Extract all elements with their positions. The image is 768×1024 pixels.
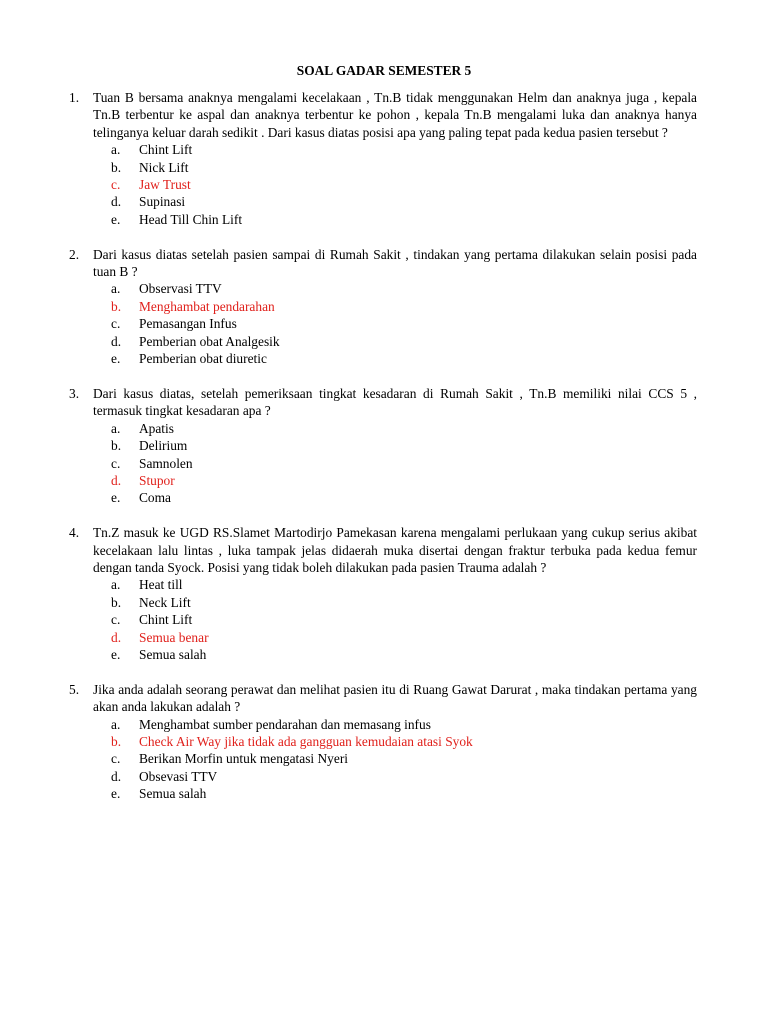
question-2	[0, 246, 697, 368]
option-c	[93, 176, 697, 193]
option-b	[93, 437, 697, 454]
option-letter: d.	[111, 333, 122, 349]
option-text: Nick Lift	[139, 159, 189, 175]
option-c	[93, 315, 697, 332]
option-list	[93, 716, 697, 803]
option-text: Stupor	[139, 472, 175, 488]
option-letter: e.	[111, 786, 121, 802]
question-4	[0, 524, 697, 663]
question-1	[0, 89, 697, 228]
option-e	[93, 350, 697, 367]
option-letter: e.	[111, 351, 121, 367]
option-text: Head Till Chin Lift	[139, 211, 243, 227]
option-text: Chint Lift	[139, 142, 193, 158]
option-b	[93, 298, 697, 315]
option-letter: d.	[111, 629, 122, 645]
option-a	[93, 716, 697, 733]
option-letter: d.	[111, 194, 122, 210]
question-text: Jika anda adalah seorang perawat dan melihat pasien itu di Ruang Gawat Darurat , maka tindakan pertama yang akan anda lakukan adalah ?	[93, 681, 697, 715]
question-number: 5.	[69, 681, 80, 697]
option-letter: c.	[111, 316, 121, 332]
option-letter: e.	[111, 211, 121, 227]
question-5	[0, 681, 697, 803]
option-a	[93, 576, 697, 593]
option-b	[93, 733, 697, 750]
question-number: 2.	[69, 246, 80, 262]
option-text: Semua salah	[139, 786, 207, 802]
option-text: Supinasi	[139, 194, 186, 210]
question-number: 3.	[69, 385, 80, 401]
question-list	[0, 89, 768, 820]
option-text: Delirium	[139, 438, 188, 454]
option-letter: e.	[111, 490, 121, 506]
option-text: Menghambat sumber pendarahan dan memasang infus	[139, 716, 431, 732]
option-letter: b.	[111, 734, 122, 750]
option-text: Berikan Morfin untuk mengatasi Nyeri	[139, 751, 348, 767]
option-letter: a.	[111, 142, 121, 158]
option-text: Obsevasi TTV	[139, 768, 218, 784]
option-d	[93, 472, 697, 489]
question-text: Tuan B bersama anaknya mengalami kecelakaan , Tn.B tidak menggunakan Helm dan anaknya juga , kepala Tn.B terbentur ke aspal dan anaknya terbentur ke pohon , kepala Tn.B mengalami luka dan anaknya hanya telinganya keluar darah sedikit . Dari kasus diatas posisi apa yang paling tepat pada kedua pasien tersebut ?	[93, 90, 697, 140]
option-text: Jaw Trust	[139, 177, 191, 192]
option-a	[93, 141, 697, 158]
question-text: Dari kasus diatas setelah pasien sampai di Rumah Sakit , tindakan yang pertama dilakukan selain posisi pada tuan B ?	[93, 246, 697, 280]
option-letter: b.	[111, 438, 122, 454]
question-number: 4.	[69, 525, 80, 541]
option-text: Chint Lift	[139, 612, 193, 628]
question-number: 1.	[69, 90, 80, 105]
option-list	[93, 420, 697, 507]
option-letter: c.	[111, 455, 121, 471]
option-letter: a.	[111, 420, 121, 436]
page-title: SOAL GADAR SEMESTER 5	[296, 63, 472, 78]
option-b	[93, 159, 697, 176]
option-c	[93, 611, 697, 628]
option-text: Pemasangan Infus	[139, 316, 237, 332]
option-letter: b.	[111, 298, 122, 314]
option-e	[93, 489, 697, 506]
option-text: Samnolen	[139, 455, 193, 471]
option-c	[93, 455, 697, 472]
option-text: Coma	[139, 490, 171, 506]
option-a	[93, 280, 697, 297]
option-letter: a.	[111, 577, 121, 593]
option-text: Heat till	[139, 577, 183, 593]
option-e	[93, 211, 697, 228]
option-text: Observasi TTV	[139, 281, 222, 297]
option-letter: d.	[111, 768, 122, 784]
option-a	[93, 420, 697, 437]
option-c	[93, 750, 697, 767]
option-text: Menghambat pendarahan	[139, 298, 275, 314]
option-text: Semua benar	[139, 629, 209, 645]
option-d	[93, 193, 697, 210]
option-list	[93, 280, 697, 367]
option-letter: b.	[111, 159, 122, 175]
option-letter: e.	[111, 646, 121, 662]
option-d	[93, 333, 697, 350]
question-text: Tn.Z masuk ke UGD RS.Slamet Martodirjo Pamekasan karena mengalami perlukaan yang cukup serius akibat kecelakaan lalu lintas , luka tampak jelas didaerah muka disertai dengan fraktur terbuka pada kedua femur dengan tanda Syock. Posisi yang tidak boleh dilakukan pada pasien Trauma adalah ?	[93, 525, 697, 576]
option-b	[93, 594, 697, 611]
option-text: Apatis	[139, 420, 174, 436]
option-letter: d.	[111, 472, 122, 488]
option-e	[93, 646, 697, 663]
option-letter: a.	[111, 716, 121, 732]
option-e	[93, 785, 697, 802]
option-d	[93, 768, 697, 785]
question-text: Dari kasus diatas, setelah pemeriksaan tingkat kesadaran di Rumah Sakit , Tn.B memiliki nilai CCS 5 , termasuk tingkat kesadaran apa ?	[93, 385, 697, 419]
option-letter: c.	[111, 751, 121, 767]
option-text: Neck Lift	[139, 594, 191, 610]
question-3	[0, 385, 697, 507]
option-letter: a.	[111, 281, 121, 297]
option-letter: c.	[111, 177, 121, 192]
option-text: Semua salah	[139, 646, 207, 662]
option-text: Pemberian obat diuretic	[139, 351, 267, 367]
option-text: Pemberian obat Analgesik	[139, 333, 280, 349]
option-list	[93, 141, 697, 228]
option-d	[93, 629, 697, 646]
option-letter: c.	[111, 612, 121, 628]
option-letter: b.	[111, 594, 122, 610]
option-list	[93, 576, 697, 663]
option-text: Check Air Way jika tidak ada gangguan kemudaian atasi Syok	[139, 734, 473, 750]
